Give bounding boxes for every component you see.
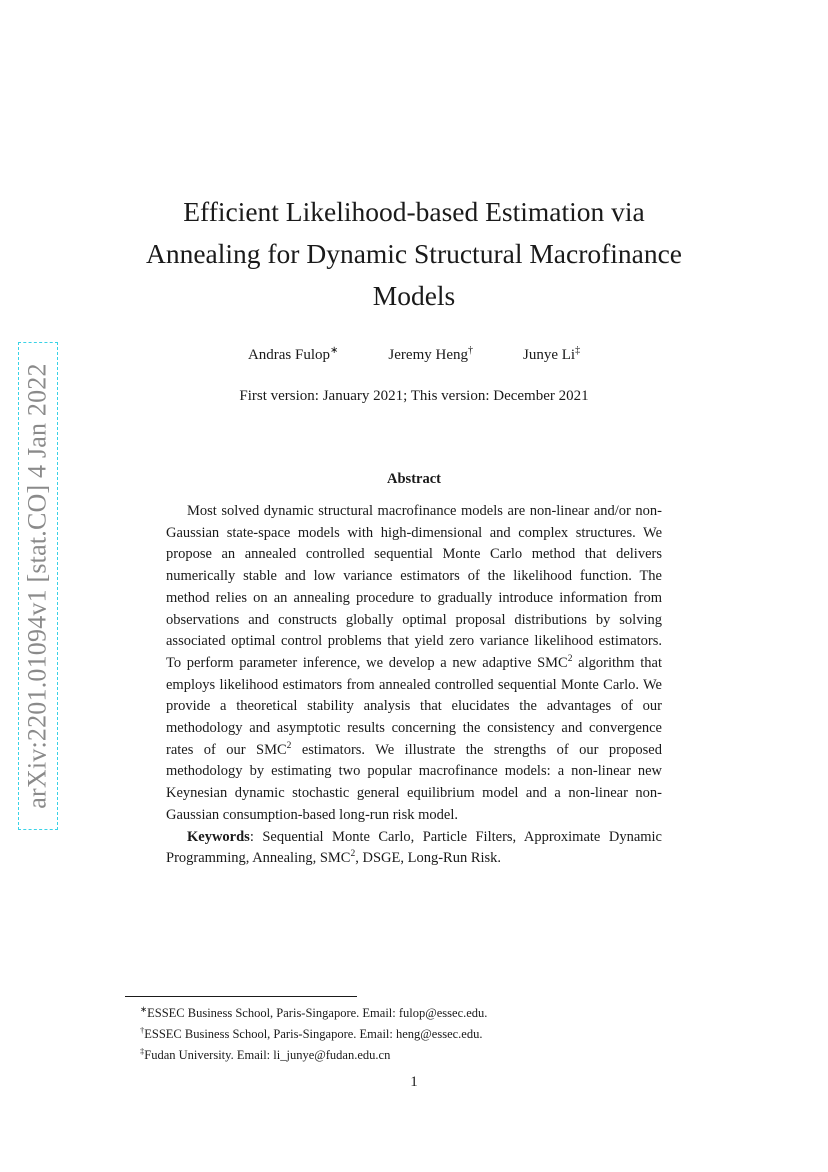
keywords-text: : Sequential Monte Carlo, Particle Filters, Approximate Dynamic Programming, Annealing, SMC: [166, 828, 662, 867]
author-name: Jeremy Heng: [388, 347, 468, 363]
author-mark: †: [467, 345, 473, 356]
version-line: First version: January 2021; This version: December 2021: [239, 388, 589, 404]
footnote-text: Fudan University. Email: li_junye@fudan.edu.cn: [144, 1048, 391, 1063]
arxiv-stamp-text: arXiv:2201.01094v1 [stat.CO] 4 Jan 2022: [23, 363, 53, 809]
footnote-mark: ‡: [140, 1046, 145, 1057]
abstract-heading: Abstract: [387, 471, 441, 487]
author: [248, 345, 338, 364]
author-name: Junye Li: [522, 347, 576, 363]
superscript: 2: [286, 740, 292, 751]
author: [523, 345, 580, 364]
page-number: 1: [410, 1074, 418, 1090]
keywords-label: Keywords: [187, 828, 250, 845]
footnote-rule: [125, 996, 357, 997]
abstract-text: Most solved dynamic structural macrofinance models are non-linear and/or non-Gaussian state-space models with high-dimensional and complex structures. We propose an annealed controlled sequential Monte Carlo method that delivers numerically stable and low variance estimators of the likelihood function. The method relies on an annealing procedure to gradually introduce information from observations and constructs globally optimal proposal distributions by solving associated optimal control problems that yield zero variance likelihood estimators. To perform parameter inference, we develop a new adaptive SMC: [166, 503, 662, 671]
footnote-mark: ∗: [140, 1004, 148, 1014]
title-line: Annealing for Dynamic Structural Macrofinance: [145, 238, 683, 269]
author-mark: ‡: [575, 345, 581, 356]
arxiv-stamp: [18, 342, 58, 830]
keywords-text: , DSGE, Long-Run Risk.: [355, 850, 502, 867]
keywords: [166, 827, 662, 870]
footnotes: [140, 1001, 700, 1064]
footnote: [140, 1022, 700, 1043]
footnote-text: ESSEC Business School, Paris-Singapore. Email: heng@essec.edu.: [144, 1027, 483, 1042]
abstract-paragraph: [166, 501, 662, 827]
footnote-mark: †: [140, 1025, 145, 1036]
author-list: [0, 345, 828, 364]
superscript: 2: [350, 849, 356, 860]
title-line: Models: [372, 280, 456, 311]
abstract-body: [166, 501, 662, 870]
author-mark: ∗: [330, 345, 339, 356]
paper-title: [100, 191, 728, 317]
author-name: Andras Fulop: [247, 347, 331, 363]
abstract-text: estimators. We illustrate the strengths of our proposed methodology by estimating two popular macrofinance models: a non-linear new Keynesian dynamic stochastic general equilibrium model and a non-linear non-Gaussian consumption-based long-run risk model.: [166, 741, 662, 823]
footnote-text: ESSEC Business School, Paris-Singapore. Email: fulop@essec.edu.: [147, 1006, 488, 1021]
footnote: [140, 1001, 700, 1022]
abstract-text: algorithm that employs likelihood estimators from annealed controlled sequential Monte Carlo. We provide a theoretical stability analysis that elucidates the advantages of our methodology and asymptotic results concerning the consistency and convergence rates of our SMC: [166, 654, 663, 758]
title-line: Efficient Likelihood-based Estimation via: [183, 196, 645, 227]
superscript: 2: [567, 654, 573, 665]
footnote: [140, 1043, 700, 1064]
author: [388, 345, 473, 364]
